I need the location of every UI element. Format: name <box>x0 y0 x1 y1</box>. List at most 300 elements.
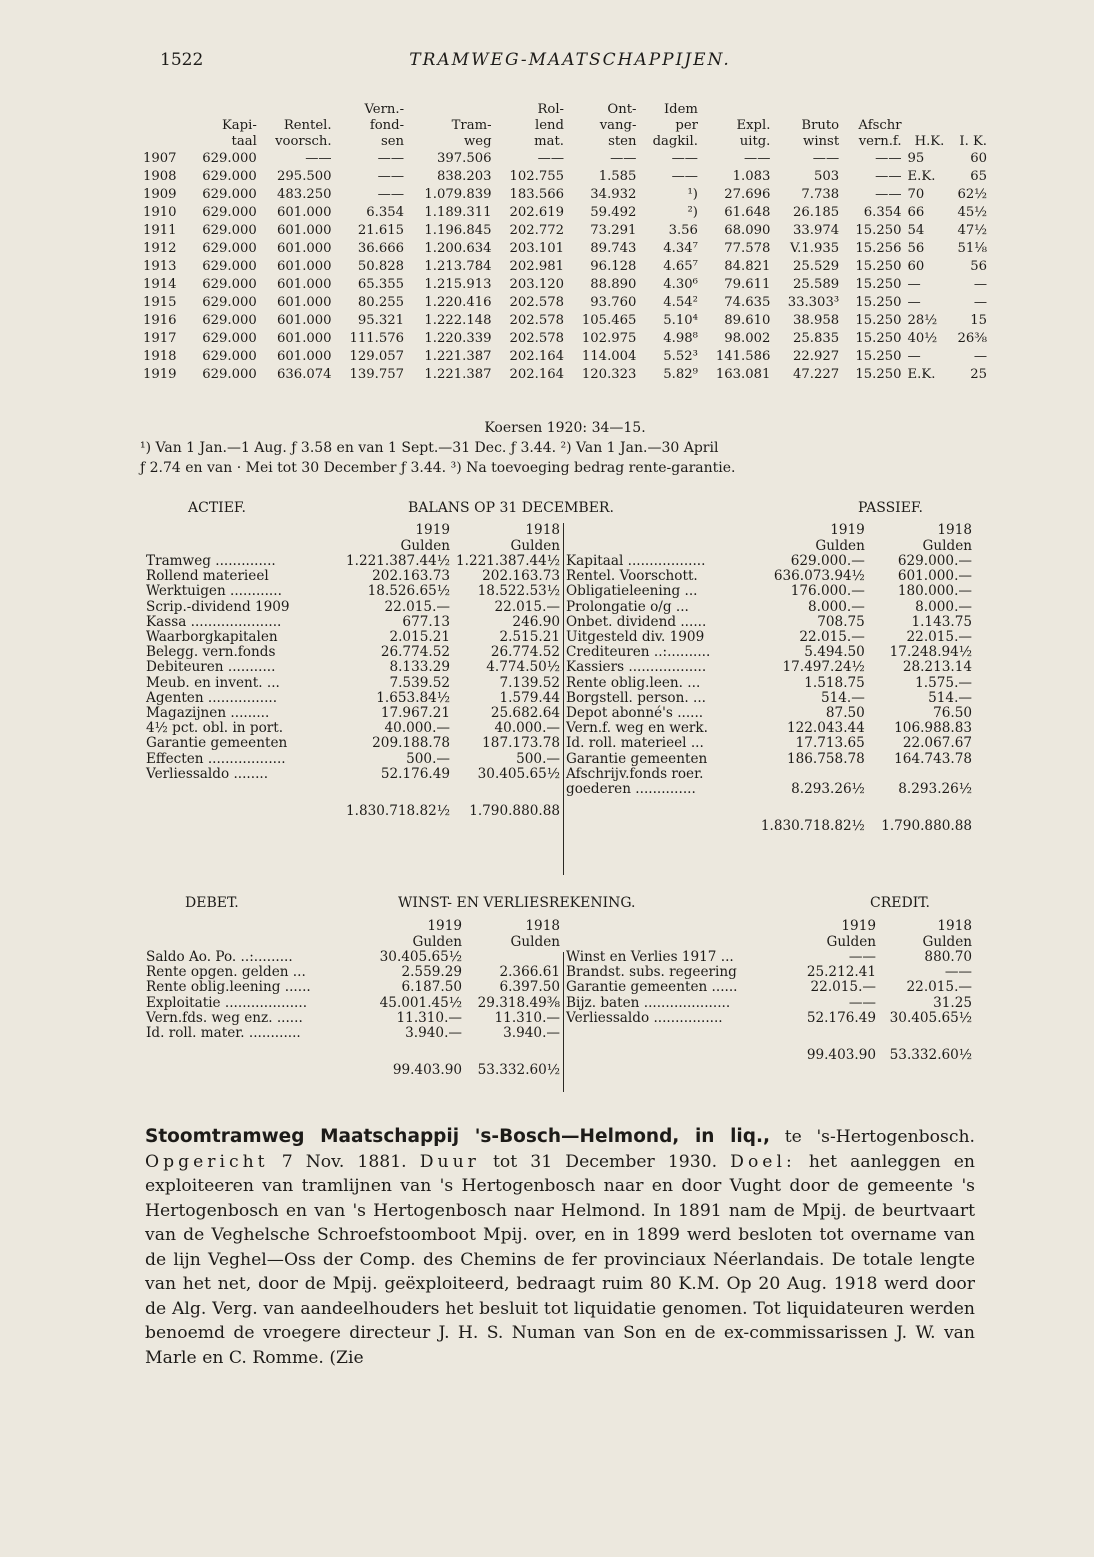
table-row <box>140 348 990 366</box>
ledger-value-1919: 514.— <box>820 689 865 706</box>
ledger-row <box>144 1026 562 1041</box>
credit-total-1918: 53.332.60½ <box>889 1047 972 1064</box>
table-cell: 601.000 <box>277 331 332 346</box>
unit-heading: Gulden <box>510 934 560 950</box>
table-cell: 25.589 <box>792 277 840 292</box>
passief-total-1918: 1.790.880.88 <box>881 818 972 835</box>
table-cell: 1912 <box>143 241 177 256</box>
table-cell: —— <box>377 151 405 166</box>
ledger-value-1918: 187.173.78 <box>482 735 560 752</box>
table-cell: 601.000 <box>277 205 332 220</box>
table-cell: 1.222.148 <box>424 313 492 328</box>
ledger-label: Obligatieleening ... <box>566 583 698 600</box>
ledger-value-1919: 186.758.78 <box>786 750 865 767</box>
table-cell: 629.000 <box>202 205 257 220</box>
statistics-table <box>140 102 990 384</box>
actief-total-1919: 1.830.718.82½ <box>346 803 450 820</box>
table-cell: 3.56 <box>668 223 698 238</box>
ledger-value-1918: 6.397.50 <box>499 979 560 996</box>
column-header <box>140 102 187 150</box>
ledger-value-1919: 17.713.65 <box>795 735 865 752</box>
ledger-value-1919: 3.940.— <box>405 1025 462 1042</box>
ledger-label: Rente oblig.leening ...... <box>146 979 311 996</box>
table-cell: 202.578 <box>509 313 564 328</box>
table-cell: 4.54² <box>663 295 698 310</box>
ledger-value-1918 <box>464 950 562 965</box>
ledger-label: Exploitatie ................... <box>146 994 308 1011</box>
table-cell: 98.002 <box>724 331 771 346</box>
ledger-row <box>564 752 974 767</box>
table-cell: — <box>973 277 987 292</box>
table-cell: 629.000 <box>202 241 257 256</box>
table-cell: 88.890 <box>590 277 637 292</box>
table-cell: 15.256 <box>855 241 902 256</box>
ledger-row <box>564 736 974 751</box>
table-cell: 1.189.311 <box>424 205 492 220</box>
ledger-row <box>564 630 974 645</box>
ledger-value-1919: 708.75 <box>817 613 865 630</box>
ledger-value-1919: 629.000.— <box>790 553 865 569</box>
table-cell: 15.250 <box>855 295 902 310</box>
table-cell: 77.578 <box>724 241 771 256</box>
table-cell: 15.250 <box>855 277 902 292</box>
page-header <box>160 50 980 76</box>
ledger-value-1918: 2.366.61 <box>499 964 560 981</box>
ledger-label: Rente opgen. gelden ... <box>146 964 306 981</box>
ledger-value-1918 <box>867 767 974 782</box>
ledger-row <box>144 615 562 630</box>
ledger-value-1918: 29.318.49⅜ <box>477 994 560 1011</box>
table-cell: 1.220.339 <box>424 331 492 346</box>
column-header: Ont- vang- sten <box>599 102 637 149</box>
prose-text: te 's-Hertogenbosch. <box>770 1127 975 1147</box>
table-cell: 15.250 <box>855 349 902 364</box>
table-cell: 1.585 <box>598 169 637 184</box>
table-cell: 15.250 <box>855 259 902 274</box>
table-cell: 1918 <box>143 349 177 364</box>
table-cell: 38.958 <box>792 313 840 328</box>
table-cell: 4.30⁶ <box>663 277 698 292</box>
table-cell: 636.074 <box>277 367 332 382</box>
ledger-value-1918: 22.015.— <box>906 979 972 996</box>
ledger-row <box>564 645 974 660</box>
table-cell: —— <box>305 151 332 166</box>
credit-table <box>564 918 974 1063</box>
ledger-label: Garantie gemeenten <box>146 735 288 752</box>
table-row <box>140 240 990 258</box>
ledger-row <box>144 600 562 615</box>
unit-heading: Gulden <box>510 538 560 554</box>
ledger-label: Tramweg .............. <box>146 553 276 569</box>
ledger-row <box>564 600 974 615</box>
table-cell: 601.000 <box>277 313 332 328</box>
table-cell: —— <box>610 151 637 166</box>
table-cell: 61.648 <box>724 205 771 220</box>
ledger-row <box>144 630 562 645</box>
table-cell: 65.355 <box>357 277 405 292</box>
ledger-label: Agenten ................ <box>146 689 278 706</box>
label-doel: Doel: <box>730 1151 796 1172</box>
table-cell: —— <box>875 151 902 166</box>
table-cell: 202.164 <box>509 367 564 382</box>
ledger-label: Magazijnen ......... <box>146 705 270 722</box>
ledger-value-1919: 122.043.44 <box>786 720 865 737</box>
table-cell: 80.255 <box>357 295 405 310</box>
ledger-value-1918: 40.000.— <box>494 720 560 737</box>
table-cell: 60 <box>907 259 925 274</box>
table-cell: 629.000 <box>202 187 257 202</box>
passief-table <box>564 522 974 834</box>
ledger-value-1918: 22.067.67 <box>902 735 972 752</box>
ledger-label: 4½ pct. obl. in port. <box>146 720 284 737</box>
winst-heading <box>140 895 990 915</box>
table-cell: 129.057 <box>349 349 405 364</box>
table-cell: 1.221.387 <box>424 349 492 364</box>
debet-heading: DEBET. <box>185 895 239 911</box>
ledger-label: Id. roll. mater. ............ <box>146 1025 301 1042</box>
ledger-row <box>144 736 562 751</box>
table-cell: 33.303³ <box>787 295 840 310</box>
ledger-value-1919: 30.405.65½ <box>379 949 462 965</box>
table-row <box>140 222 990 240</box>
ledger-value-1919: 8.133.29 <box>389 659 450 676</box>
ledger-label: Vern.fds. weg enz. ...... <box>146 1009 303 1026</box>
table-cell: —— <box>377 187 405 202</box>
table-cell: 27.696 <box>724 187 771 202</box>
debet-table <box>144 918 562 1078</box>
ledger-value-1919: 1.221.387.44½ <box>346 553 450 569</box>
table-cell: 70 <box>907 187 925 202</box>
table-cell: 15.250 <box>855 331 902 346</box>
table-cell: 1910 <box>143 205 177 220</box>
table-cell: 5.52³ <box>663 349 698 364</box>
table-cell: — <box>907 277 921 292</box>
column-header: Expl. uitg. <box>736 118 771 149</box>
ledger-value-1918: 500.— <box>516 750 560 767</box>
table-row <box>140 168 990 186</box>
ledger-value-1919: 40.000.— <box>384 720 450 737</box>
table-cell: E.K. <box>907 169 936 184</box>
ledger-row <box>564 782 974 797</box>
statistics-header-row <box>140 102 990 150</box>
ledger-value-1918: 28.213.14 <box>902 659 972 676</box>
passief-total-1919: 1.830.718.82½ <box>760 818 865 835</box>
table-cell: 5.10⁴ <box>663 313 698 328</box>
column-header: Idem per dagkil. <box>652 102 698 149</box>
table-cell: 163.081 <box>715 367 771 382</box>
table-cell: 89.743 <box>590 241 637 256</box>
table-cell: 202.981 <box>509 259 564 274</box>
balans-title: BALANS OP 31 DECEMBER. <box>408 500 614 516</box>
table-row <box>140 186 990 204</box>
table-cell: 47½ <box>957 223 987 238</box>
ledger-label: Rentel. Voorschott. <box>566 568 698 585</box>
table-cell: ²) <box>687 205 698 220</box>
ledger-row <box>144 569 562 584</box>
ledger-row <box>144 554 562 569</box>
table-cell: 54 <box>907 223 925 238</box>
table-cell: 183.566 <box>509 187 564 202</box>
table-cell: 45½ <box>957 205 987 220</box>
table-cell: 601.000 <box>277 295 332 310</box>
table-row <box>140 294 990 312</box>
ledger-row <box>144 645 562 660</box>
table-cell: 4.34⁷ <box>663 241 698 256</box>
table-cell: 68.090 <box>724 223 771 238</box>
table-cell: 202.619 <box>509 205 564 220</box>
table-cell: 1.079.839 <box>424 187 492 202</box>
ledger-row <box>564 584 974 599</box>
ledger-label: Prolongatie o/g ... <box>566 598 689 615</box>
ledger-value-1919: 18.526.65½ <box>367 583 450 600</box>
ledger-value-1919: 87.50 <box>825 705 865 722</box>
prose-text: het aanleggen en exploiteeren van tramlijnen van 's Hertogenbosch naar en door Vught door de gemeente 's Hertogenbosch en van 's Hertogenbosch naar Helmond. In 1891 nam de Mpij. de beurtvaart van de Veghelsche Schroefstoomboot Mpij. over, en in 1899 werd besloten tot overname van de lijn Veghel—Oss der Comp. des Chemins de fer provinciaux Néerlandais. De totale lengte van het net, door de Mpij. geëxploiteerd, bedraagt ruim 80 K.M. Op 20 Aug. 1918 werd door de Alg. Verg. van aandeelhouders het besluit tot liquidatie genomen. Tot liquidateuren werden benoemd de vroegere directeur J. H. S. Numan van Son en de ex-commissarissen J. W. van Marle en C. Romme. (Zie <box>145 1151 975 1368</box>
table-cell: 7.738 <box>801 187 840 202</box>
table-cell: 59.492 <box>590 205 637 220</box>
footnote-line: ƒ 2.74 en van · Mei tot 30 December ƒ 3.44. ³) Na toevoeging bedrag rente-garantie. <box>140 460 736 476</box>
ledger-row <box>144 691 562 706</box>
table-cell: 202.578 <box>509 295 564 310</box>
debet-total-1919: 99.403.90 <box>392 1062 462 1079</box>
table-cell: 1917 <box>143 331 177 346</box>
ledger-row <box>144 1011 562 1026</box>
ledger-value-1918: 164.743.78 <box>894 750 972 767</box>
table-cell: 601.000 <box>277 349 332 364</box>
table-cell: —— <box>671 151 698 166</box>
table-cell: — <box>973 349 987 364</box>
table-cell: 1907 <box>143 151 177 166</box>
ledger-label: Vern.f. weg en werk. <box>566 720 708 737</box>
table-cell: 25.835 <box>792 331 840 346</box>
ledger-value-1918: 202.163.73 <box>482 568 560 585</box>
ledger-value-1918: 7.139.52 <box>499 674 560 691</box>
table-row <box>140 366 990 384</box>
ledger-label: Borgstell. person. ... <box>566 689 706 706</box>
prose-text: tot 31 December 1930. <box>479 1151 731 1172</box>
ledger-value-1919: 500.— <box>406 750 450 767</box>
table-cell: 15 <box>970 313 987 328</box>
ledger-value-1918: 4.774.50½ <box>486 659 560 676</box>
table-cell: 95.321 <box>357 313 405 328</box>
table-cell: 1911 <box>143 223 177 238</box>
table-cell: 629.000 <box>202 151 257 166</box>
table-cell: 6.354 <box>366 205 405 220</box>
ledger-label: Waarborgkapitalen <box>146 629 278 646</box>
ledger-value-1919: 22.015.— <box>384 598 450 615</box>
table-cell: 629.000 <box>202 313 257 328</box>
ledger-row <box>144 584 562 599</box>
table-cell: 22.927 <box>792 349 840 364</box>
table-cell: 601.000 <box>277 277 332 292</box>
ledger-value-1919 <box>759 767 867 782</box>
column-header: Bruto winst <box>801 118 840 149</box>
table-cell: 4.65⁷ <box>663 259 698 274</box>
table-cell: 1909 <box>143 187 177 202</box>
unit-heading: Gulden <box>922 538 972 554</box>
label-duur: Duur <box>419 1151 480 1172</box>
ledger-row <box>564 691 974 706</box>
ledger-label: Saldo Ao. Po. ..:......... <box>146 949 293 965</box>
ledger-value-1918: 1.575.— <box>915 674 972 691</box>
ledger-value-1919: 202.163.73 <box>372 568 450 585</box>
table-cell: 33.974 <box>792 223 840 238</box>
table-cell: 74.635 <box>724 295 771 310</box>
table-cell: —— <box>671 169 698 184</box>
table-cell: V.1.935 <box>789 241 840 256</box>
ledger-row <box>564 554 974 569</box>
table-cell: 295.500 <box>277 169 332 184</box>
ledger-value-1919: 6.187.50 <box>401 979 462 996</box>
column-header: Rol- lend mat. <box>534 102 564 149</box>
ledger-value-1918: 880.70 <box>924 949 972 965</box>
table-cell: 102.755 <box>509 169 564 184</box>
table-cell: 84.821 <box>724 259 771 274</box>
ledger-row <box>564 1011 974 1026</box>
table-row <box>140 204 990 222</box>
table-cell: 629.000 <box>202 223 257 238</box>
year-heading: 1918 <box>937 918 972 934</box>
table-cell: 36.666 <box>357 241 405 256</box>
table-cell: 1.221.387 <box>424 367 492 382</box>
ledger-label: Garantie gemeenten <box>566 750 708 767</box>
table-cell: 40½ <box>907 331 938 346</box>
ledger-row <box>144 676 562 691</box>
ledger-row <box>564 676 974 691</box>
table-cell: 26.185 <box>792 205 840 220</box>
actief-table <box>144 522 562 819</box>
footnotes <box>140 438 990 478</box>
ledger-value-1919: 52.176.49 <box>380 765 450 782</box>
ledger-value-1919: 5.494.50 <box>804 644 865 661</box>
ledger-row <box>564 660 974 675</box>
footnote-line: ¹) Van 1 Jan.—1 Aug. ƒ 3.58 en van 1 Sept.—31 Dec. ƒ 3.44. ²) Van 1 Jan.—30 April <box>140 440 719 456</box>
table-cell: 629.000 <box>202 349 257 364</box>
ledger-label: Crediteuren ..:.......... <box>566 644 711 661</box>
credit-heading: CREDIT. <box>870 895 930 911</box>
table-cell: 503 <box>813 169 840 184</box>
table-cell: — <box>973 295 987 310</box>
table-cell: —— <box>875 187 902 202</box>
ledger-value-1918: 1.221.387.44½ <box>456 553 560 569</box>
ledger-value-1919: 2.559.29 <box>401 964 462 981</box>
table-cell: 601.000 <box>277 259 332 274</box>
column-header: Kapi- taal <box>221 118 257 149</box>
ledger-value-1918: —— <box>944 964 972 981</box>
table-cell: 50.828 <box>357 259 405 274</box>
column-header: H.K. <box>914 134 945 149</box>
table-cell: 28½ <box>907 313 938 328</box>
table-cell: 114.004 <box>581 349 637 364</box>
table-cell: —— <box>377 169 405 184</box>
table-row <box>140 258 990 276</box>
table-row <box>140 150 990 168</box>
ledger-row <box>564 950 974 965</box>
ledger-value-1918: 30.405.65½ <box>477 765 560 782</box>
table-cell: 15.250 <box>855 367 902 382</box>
table-cell: 629.000 <box>202 169 257 184</box>
ledger-value-1919: —— <box>848 994 876 1011</box>
ledger-value-1919: 45.001.45½ <box>379 994 462 1011</box>
ledger-value-1919: 11.310.— <box>396 1009 462 1026</box>
ledger-row <box>564 980 974 995</box>
table-cell: 1919 <box>143 367 177 382</box>
unit-heading: Gulden <box>826 934 876 950</box>
ledger-value-1918: 22.015.— <box>494 598 560 615</box>
table-cell: 60 <box>970 151 987 166</box>
ledger-value-1919: 2.015.21 <box>389 629 450 646</box>
table-cell: E.K. <box>907 367 936 382</box>
ledger-value-1918: 30.405.65½ <box>889 1009 972 1026</box>
ledger-label: Brandst. subs. regeering <box>566 964 737 981</box>
ledger-value-1918: 18.522.53½ <box>477 583 560 600</box>
table-cell: 838.203 <box>437 169 492 184</box>
ledger-label: Kassiers .................. <box>566 659 707 676</box>
ledger-value-1918: 25.682.64 <box>490 705 560 722</box>
ledger-row <box>564 767 974 782</box>
table-cell: 89.610 <box>724 313 771 328</box>
table-cell: 483.250 <box>277 187 332 202</box>
table-cell: 95 <box>907 151 925 166</box>
year-heading: 1919 <box>427 918 462 934</box>
table-cell: 1908 <box>143 169 177 184</box>
column-header: Vern.- fond- sen <box>364 102 405 149</box>
ledger-value-1918: 76.50 <box>933 705 972 722</box>
table-cell: —— <box>812 151 840 166</box>
ledger-label: goederen .............. <box>566 781 696 798</box>
ledger-value-1919: 25.212.41 <box>806 964 876 981</box>
ledger-value-1918: 2.515.21 <box>499 629 560 646</box>
ledger-value-1918: 106.988.83 <box>894 720 972 737</box>
ledger-label: Werktuigen ............ <box>146 583 282 600</box>
table-cell: 629.000 <box>202 277 257 292</box>
table-cell: —— <box>744 151 771 166</box>
winst-title: WINST- EN VERLIESREKENING. <box>398 895 636 911</box>
ledger-label: Id. roll. materieel ... <box>566 735 704 752</box>
table-cell: 21.615 <box>357 223 405 238</box>
company-description <box>145 1125 975 1370</box>
ledger-value-1919: 52.176.49 <box>806 1009 876 1026</box>
table-cell: 1.083 <box>732 169 771 184</box>
label-opgericht: Opgericht <box>145 1151 269 1172</box>
table-cell: 1.220.416 <box>424 295 492 310</box>
table-cell: 56 <box>907 241 925 256</box>
table-cell: 47.227 <box>792 367 840 382</box>
table-cell: 25.529 <box>792 259 840 274</box>
unit-heading: Gulden <box>922 934 972 950</box>
ledger-label: Verliessaldo ........ <box>146 765 269 782</box>
unit-heading: Gulden <box>815 538 865 554</box>
ledger-value-1919: 209.188.78 <box>372 735 450 752</box>
ledger-label: Bijz. baten .................... <box>566 994 731 1011</box>
page-number: 1522 <box>160 50 204 70</box>
koersen-line: Koersen 1920: 34—15. <box>484 420 646 436</box>
table-cell: 1913 <box>143 259 177 274</box>
ledger-label: Onbet. dividend ...... <box>566 613 707 630</box>
ledger-label: Effecten .................. <box>146 750 286 767</box>
table-cell: 62½ <box>957 187 987 202</box>
ledger-row <box>144 980 562 995</box>
passief-heading: PASSIEF. <box>858 500 923 516</box>
ledger-value-1918: 22.015.— <box>906 629 972 646</box>
ledger-row <box>144 752 562 767</box>
ledger-value-1919: 26.774.52 <box>380 644 450 661</box>
ledger-label: Verliessaldo ................ <box>566 1009 723 1026</box>
table-cell: 1916 <box>143 313 177 328</box>
ledger-value-1918: 31.25 <box>933 994 972 1011</box>
table-cell: 629.000 <box>202 331 257 346</box>
ledger-row <box>564 965 974 980</box>
table-cell: 25 <box>970 367 987 382</box>
